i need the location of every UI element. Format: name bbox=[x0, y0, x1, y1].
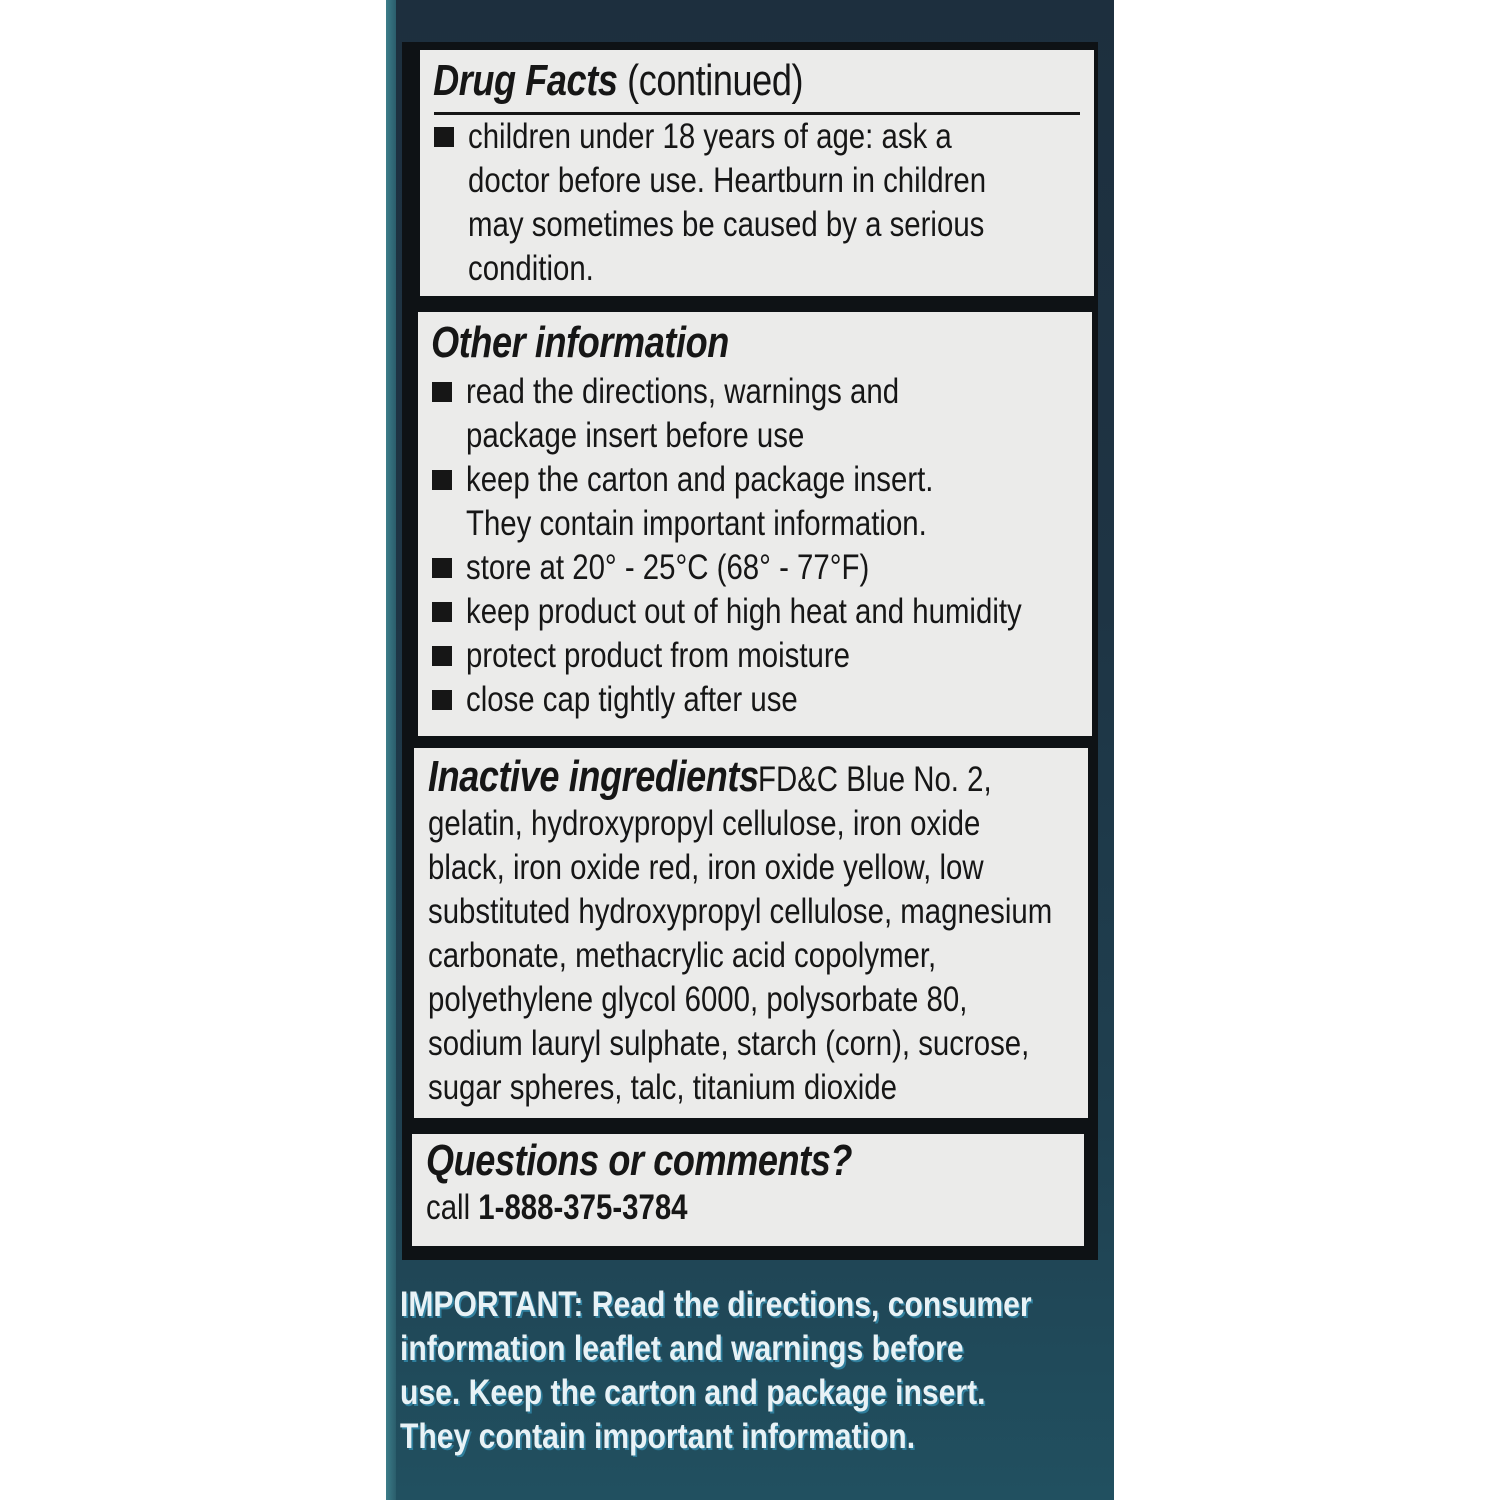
call-label: call bbox=[426, 1188, 471, 1227]
continued-label: (continued) bbox=[627, 56, 804, 105]
notice-line: IMPORTANT: Read the directions, consumer bbox=[400, 1285, 1032, 1324]
ingredients-line: polyethylene glycol 6000, polysorbate 80, bbox=[428, 980, 968, 1019]
inactive-ingredients-heading: Inactive ingredients bbox=[428, 752, 759, 801]
notice-line: use. Keep the carton and package insert. bbox=[400, 1373, 986, 1412]
item-line: doctor before use. Heartburn in children bbox=[468, 161, 987, 200]
bullet-square-icon bbox=[432, 690, 452, 710]
item-line: They contain important information. bbox=[466, 504, 927, 543]
drug-facts-heading bbox=[420, 50, 973, 106]
ingredients-line: gelatin, hydroxypropyl cellulose, iron oxide bbox=[428, 804, 981, 843]
questions-heading: Questions or comments? bbox=[426, 1136, 853, 1185]
ingredients-line: FD&C Blue No. 2, bbox=[758, 760, 992, 799]
notice-line: They contain important information. bbox=[400, 1417, 916, 1456]
list-item bbox=[432, 458, 1092, 546]
bullet-square-icon bbox=[434, 127, 454, 147]
item-line: keep the carton and package insert. bbox=[466, 460, 934, 499]
ingredients-line: substituted hydroxypropyl cellulose, magnesium bbox=[428, 892, 1053, 931]
phone-number: 1-888-375-3784 bbox=[478, 1188, 688, 1227]
item-line: read the directions, warnings and bbox=[466, 372, 900, 411]
bullet-square-icon bbox=[432, 558, 452, 578]
inactive-ingredients-panel bbox=[414, 748, 1088, 1118]
list-item bbox=[432, 590, 1092, 634]
ingredients-line: sugar spheres, talc, titanium dioxide bbox=[428, 1068, 898, 1107]
list-item bbox=[420, 115, 1094, 291]
bullet-square-icon bbox=[432, 602, 452, 622]
list-item bbox=[432, 370, 1092, 458]
drug-facts-title: Drug Facts bbox=[433, 56, 618, 105]
carton-edge bbox=[386, 0, 396, 1500]
item-line: condition. bbox=[468, 249, 594, 288]
list-item bbox=[432, 634, 1092, 678]
item-line: package insert before use bbox=[466, 416, 805, 455]
list-item bbox=[432, 546, 1092, 590]
item-line: store at 20° - 25°C (68° - 77°F) bbox=[466, 548, 870, 587]
item-line: protect product from moisture bbox=[466, 636, 850, 675]
item-line: keep product out of high heat and humidity bbox=[466, 592, 1022, 631]
list-item bbox=[432, 678, 1092, 722]
other-information-heading: Other information bbox=[431, 318, 729, 367]
notice-line: information leaflet and warnings before bbox=[400, 1329, 964, 1368]
ingredients-line: black, iron oxide red, iron oxide yellow, low bbox=[428, 848, 984, 887]
other-information-panel bbox=[418, 312, 1092, 736]
item-line: may sometimes be caused by a serious bbox=[468, 205, 985, 244]
important-notice bbox=[400, 1283, 1032, 1459]
drug-facts-continued-panel bbox=[420, 50, 1094, 296]
ingredients-line: carbonate, methacrylic acid copolymer, bbox=[428, 936, 937, 975]
bullet-square-icon bbox=[432, 382, 452, 402]
item-line: close cap tightly after use bbox=[466, 680, 798, 719]
item-line: children under 18 years of age: ask a bbox=[468, 117, 952, 156]
bullet-square-icon bbox=[432, 470, 452, 490]
bullet-square-icon bbox=[432, 646, 452, 666]
ingredients-line: sodium lauryl sulphate, starch (corn), sucrose, bbox=[428, 1024, 1030, 1063]
questions-panel bbox=[412, 1134, 1084, 1246]
